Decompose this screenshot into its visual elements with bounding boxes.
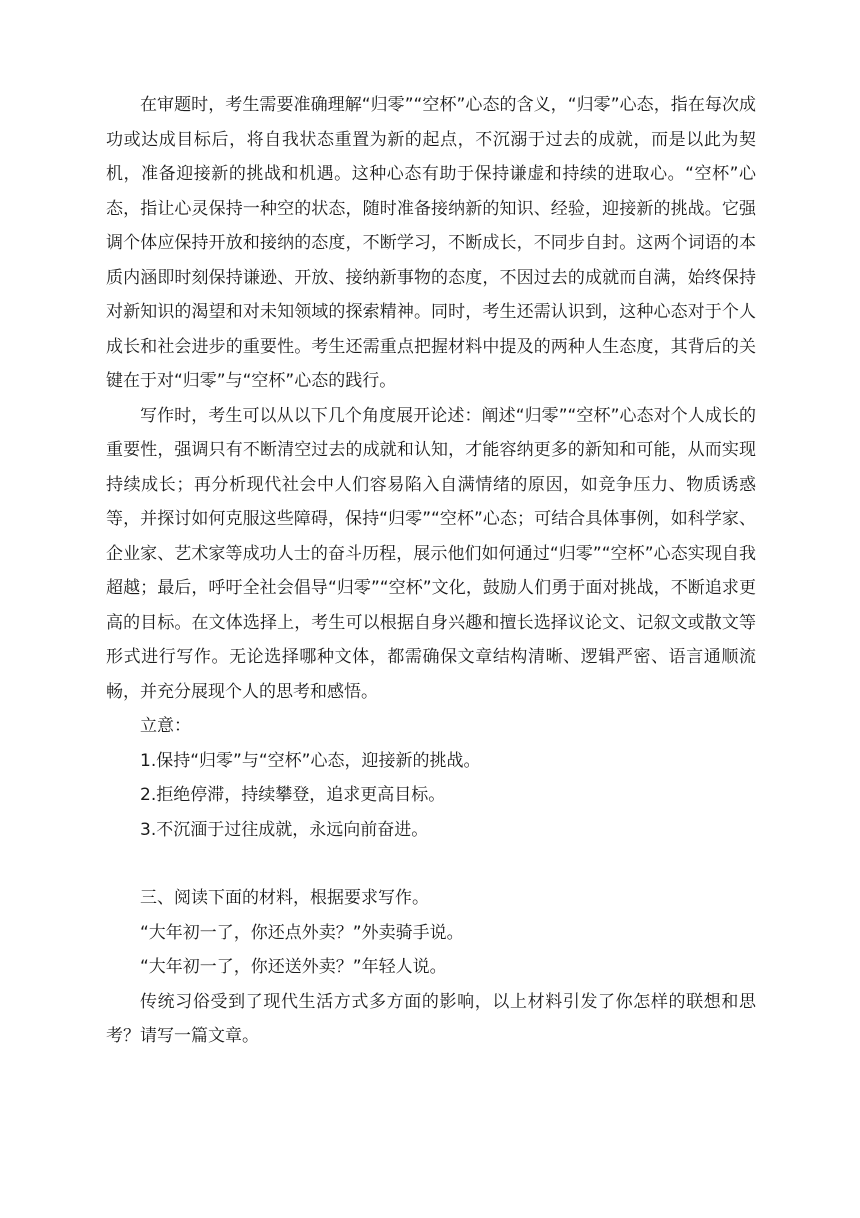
lizhi-point-1: 1.保持“归零”与“空杯”心态，迎接新的挑战。 bbox=[140, 750, 481, 771]
analysis-paragraph-2: 写作时，考生可以从以下几个角度展开论述：阐述“归零”“空杯”心态对个人成长的重要性，强调只有不断清空过去的成就和认知，才能容纳更多的新知和可能，从而实现持续成长；再分析现代社会中人们容易陷入自满情绪的原因，如竞争压力、物质诱惑等，并探讨如何克服这些障碍，保持“归零”“空杯”心态；可结合具体事例，如科学家、企业家、艺术家等成功人士的奋斗历程，展示他们如何通过“归零”“空杯”心态实现自我超越；最后，呼吁全社会倡导“归零”“空杯”文化，鼓励人们勇于面对挑战，不断追求更高的目标。在文体选择上，考生可以根据自身兴趣和擅长选择议论文、记叙文或散文等形式进行写作。无论选择哪种文体，都需确保文章结构清晰、逻辑严密、语言通顺流畅，并充分展现个人的思考和感悟。 bbox=[106, 405, 756, 702]
lizhi-point-2: 2.拒绝停滞，持续攀登，追求更高目标。 bbox=[140, 785, 446, 805]
lizhi-label: 立意： bbox=[140, 716, 191, 736]
section-gap bbox=[106, 847, 756, 881]
material-quote-1: “大年初一了，你还点外卖？”外卖骑手说。 bbox=[140, 922, 464, 943]
lizhi-point-3: 3.不沉湎于过往成就，永远向前奋进。 bbox=[140, 819, 429, 840]
analysis-paragraph-1: 在审题时，考生需要准确理解“归零”“空杯”心态的含义，“归零”心态，指在每次成功或达成目标后，将自我状态重置为新的起点，不沉溺于过去的成就，而是以此为契机，准备迎接新的挑战和机遇。这种心态有助于保持谦虚和持续的进取心。“空杯”心态，指让心灵保持一种空的状态，随时准备接纳新的知识、经验，迎接新的挑战。它强调个体应保持开放和接纳的态度，不断学习，不断成长，不同步自封。这两个词语的本质内涵即时刻保持谦逊、开放、接纳新事物的态度，不因过去的成就而自满，始终保持对新知识的渴望和对未知领域的探索精神。同时，考生还需认识到，这种心态对于个人成长和社会进步的重要性。考生还需重点把握材料中提及的两种人生态度，其背后的关键在于对“归零”与“空杯”心态的践行。 bbox=[106, 95, 756, 391]
material-quote-2: “大年初一了，你还送外卖？”年轻人说。 bbox=[140, 957, 447, 977]
document-page bbox=[106, 88, 756, 1054]
section-3-title: 三、阅读下面的材料，根据要求写作。 bbox=[140, 888, 429, 908]
writing-prompt: 传统习俗受到了现代生活方式多方面的影响，以上材料引发了你怎样的联想和思考？请写一篇文章。 bbox=[106, 991, 756, 1046]
